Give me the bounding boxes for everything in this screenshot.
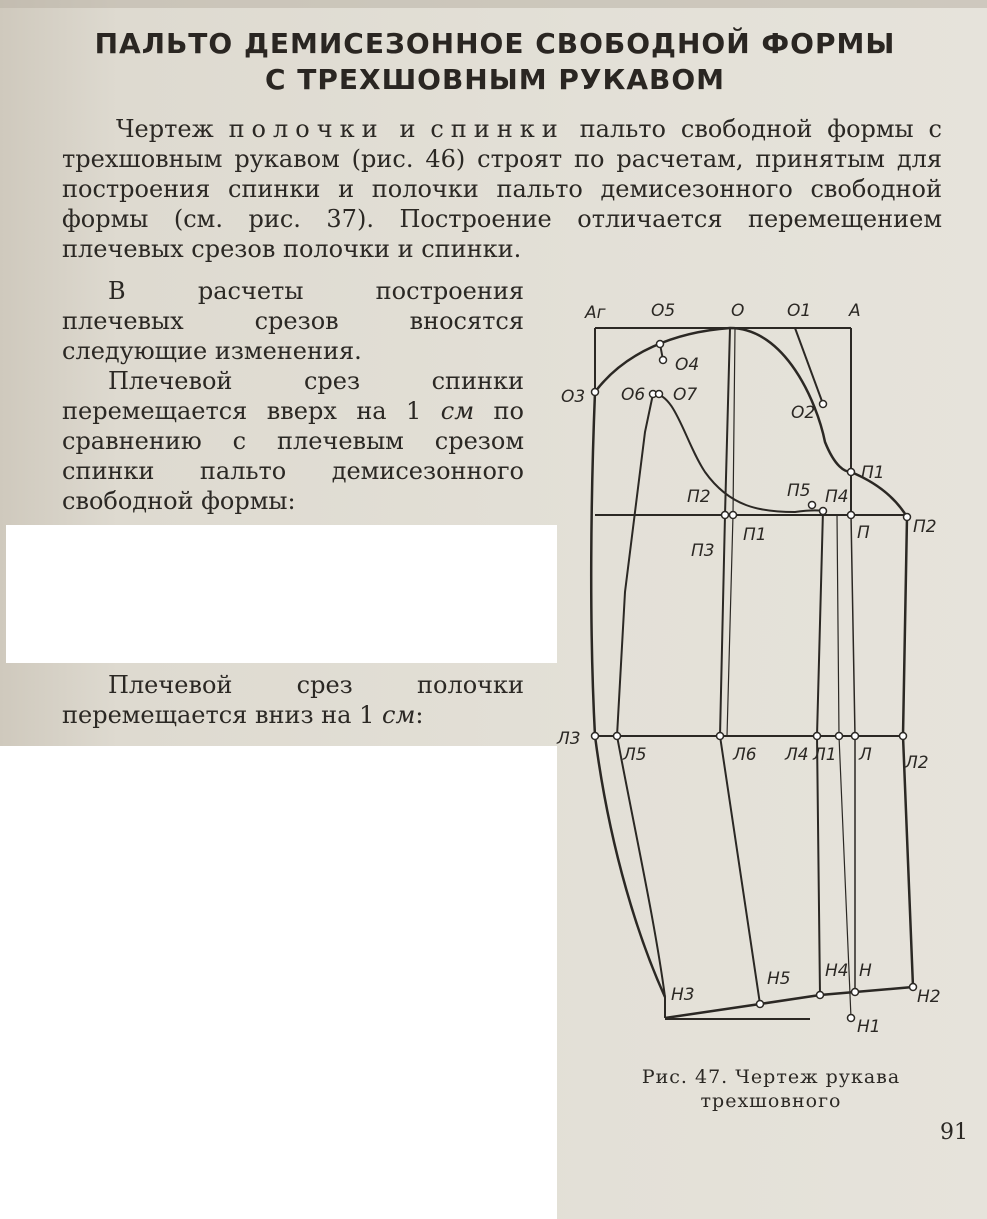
label-h2: Н2 — [917, 987, 941, 1007]
label-p4: П4 — [825, 487, 849, 507]
label-o6: О6 — [621, 385, 646, 405]
point-p4 — [820, 508, 827, 515]
intro-spaced-word-1: полочки — [228, 115, 385, 143]
point-l6 — [717, 733, 724, 740]
intro-text-2: и — [384, 115, 431, 143]
label-l2: Л2 — [905, 753, 929, 773]
back-shoulder-unit: см — [440, 397, 475, 425]
point-h2 — [910, 984, 917, 991]
point-o7 — [656, 391, 663, 398]
right-outer-seam — [903, 517, 913, 987]
point-l3 — [592, 733, 599, 740]
label-p3: П3 — [691, 541, 715, 561]
point-p1 — [848, 469, 855, 476]
point-l5 — [614, 733, 621, 740]
redacted-area-1 — [6, 525, 557, 663]
front-shoulder-unit: см — [382, 701, 416, 729]
paragraph-changes: В расчеты построения плечевых срезов вносятся следующие изменения. — [62, 277, 524, 365]
label-p: П — [857, 523, 870, 543]
label-l5: Л5 — [623, 745, 647, 765]
point-o2 — [820, 401, 827, 408]
label-l: Л — [859, 745, 872, 765]
label-o5: О5 — [651, 301, 676, 321]
page-top-edge — [0, 0, 987, 8]
point-p1b — [730, 512, 737, 519]
label-o2: О2 — [791, 403, 816, 423]
label-h: Н — [859, 961, 872, 981]
label-p2: П2 — [913, 517, 937, 537]
point-o5 — [657, 341, 664, 348]
intro-spaced-word-2: спинки — [430, 115, 565, 143]
l1-line — [837, 514, 851, 1018]
intro-paragraph — [62, 114, 942, 264]
point-h — [852, 989, 859, 996]
figure-caption: Рис. 47. Чертеж рукава трехшовного — [641, 1066, 901, 1112]
center-seam — [720, 328, 760, 1004]
sleeve-drawing — [555, 292, 975, 1062]
paragraph-front-shoulder — [62, 670, 524, 730]
label-o4: О4 — [675, 355, 700, 375]
label-l3: Л3 — [557, 729, 581, 749]
point-h4 — [817, 992, 824, 999]
back-shoulder-text: Плечевой срез спинки перемещается вверх на 1 — [62, 367, 524, 425]
point-l — [852, 733, 859, 740]
point-p3 — [722, 512, 729, 519]
p-vertical — [851, 515, 855, 992]
sleeve-drawing-svg — [555, 292, 975, 1062]
label-l1: Л1 — [813, 745, 837, 765]
label-h4: Н4 — [825, 961, 849, 981]
label-h1: Н1 — [857, 1017, 881, 1037]
label-h5: Н5 — [767, 969, 791, 989]
title-line-1: ПАЛЬТО ДЕМИСЕЗОННОЕ СВОБОДНОЙ ФОРМЫ — [94, 27, 896, 60]
title-line-2: С ТРЕХШОВНЫМ РУКАВОМ — [264, 63, 726, 96]
intro-text-3: пальто свободной формы с трехшовным рукавом (рис. 46) строят по расчетам, принятым для построения спинки и полочки пальто демисезонного свободной формы (см. рис. 37). Построение отличается перемещением плечевых срезов полочки и спинки. — [62, 115, 942, 263]
front-shoulder-text: Плечевой срез полочки перемещается вниз на 1 — [62, 671, 524, 729]
label-p1b: П1 — [743, 525, 767, 545]
undersleeve-left-seam — [617, 394, 653, 736]
front-shoulder-text-end: : — [415, 701, 424, 729]
point-o4 — [660, 357, 667, 364]
label-o1: О1 — [787, 301, 812, 321]
point-l2 — [900, 733, 907, 740]
point-h5 — [757, 1001, 764, 1008]
paragraph-back-shoulder — [62, 366, 524, 516]
label-h3: Н3 — [671, 985, 695, 1005]
page-title — [60, 26, 930, 98]
point-l4 — [814, 733, 821, 740]
label-l6: Л6 — [733, 745, 757, 765]
point-p — [848, 512, 855, 519]
point-l1 — [836, 733, 843, 740]
page-number: 91 — [940, 1120, 968, 1145]
label-o3: О3 — [561, 387, 586, 407]
left-inner-seam — [617, 736, 665, 997]
label-o7: О7 — [673, 385, 698, 405]
label-p1: П1 — [861, 463, 885, 483]
point-p2 — [904, 514, 911, 521]
back-shoulder-text-end: по сравнению с плечевым срезом спинки пальто демисезонного свободной формы: — [62, 397, 524, 515]
label-a: А — [849, 301, 861, 321]
label-a1: Аг — [585, 303, 606, 323]
intro-text-1: Чертеж — [116, 115, 229, 143]
left-outer-seam — [591, 392, 665, 997]
label-l4: Л4 — [785, 745, 809, 765]
sleeve-cap-curve — [595, 328, 907, 517]
point-o3 — [592, 389, 599, 396]
redacted-area-2 — [0, 746, 557, 1219]
point-p5 — [809, 502, 816, 509]
label-o: О — [731, 301, 745, 321]
hem-line — [665, 987, 913, 1018]
point-h1 — [848, 1015, 855, 1022]
label-p2-left: П2 — [687, 487, 711, 507]
label-p5: П5 — [787, 481, 811, 501]
